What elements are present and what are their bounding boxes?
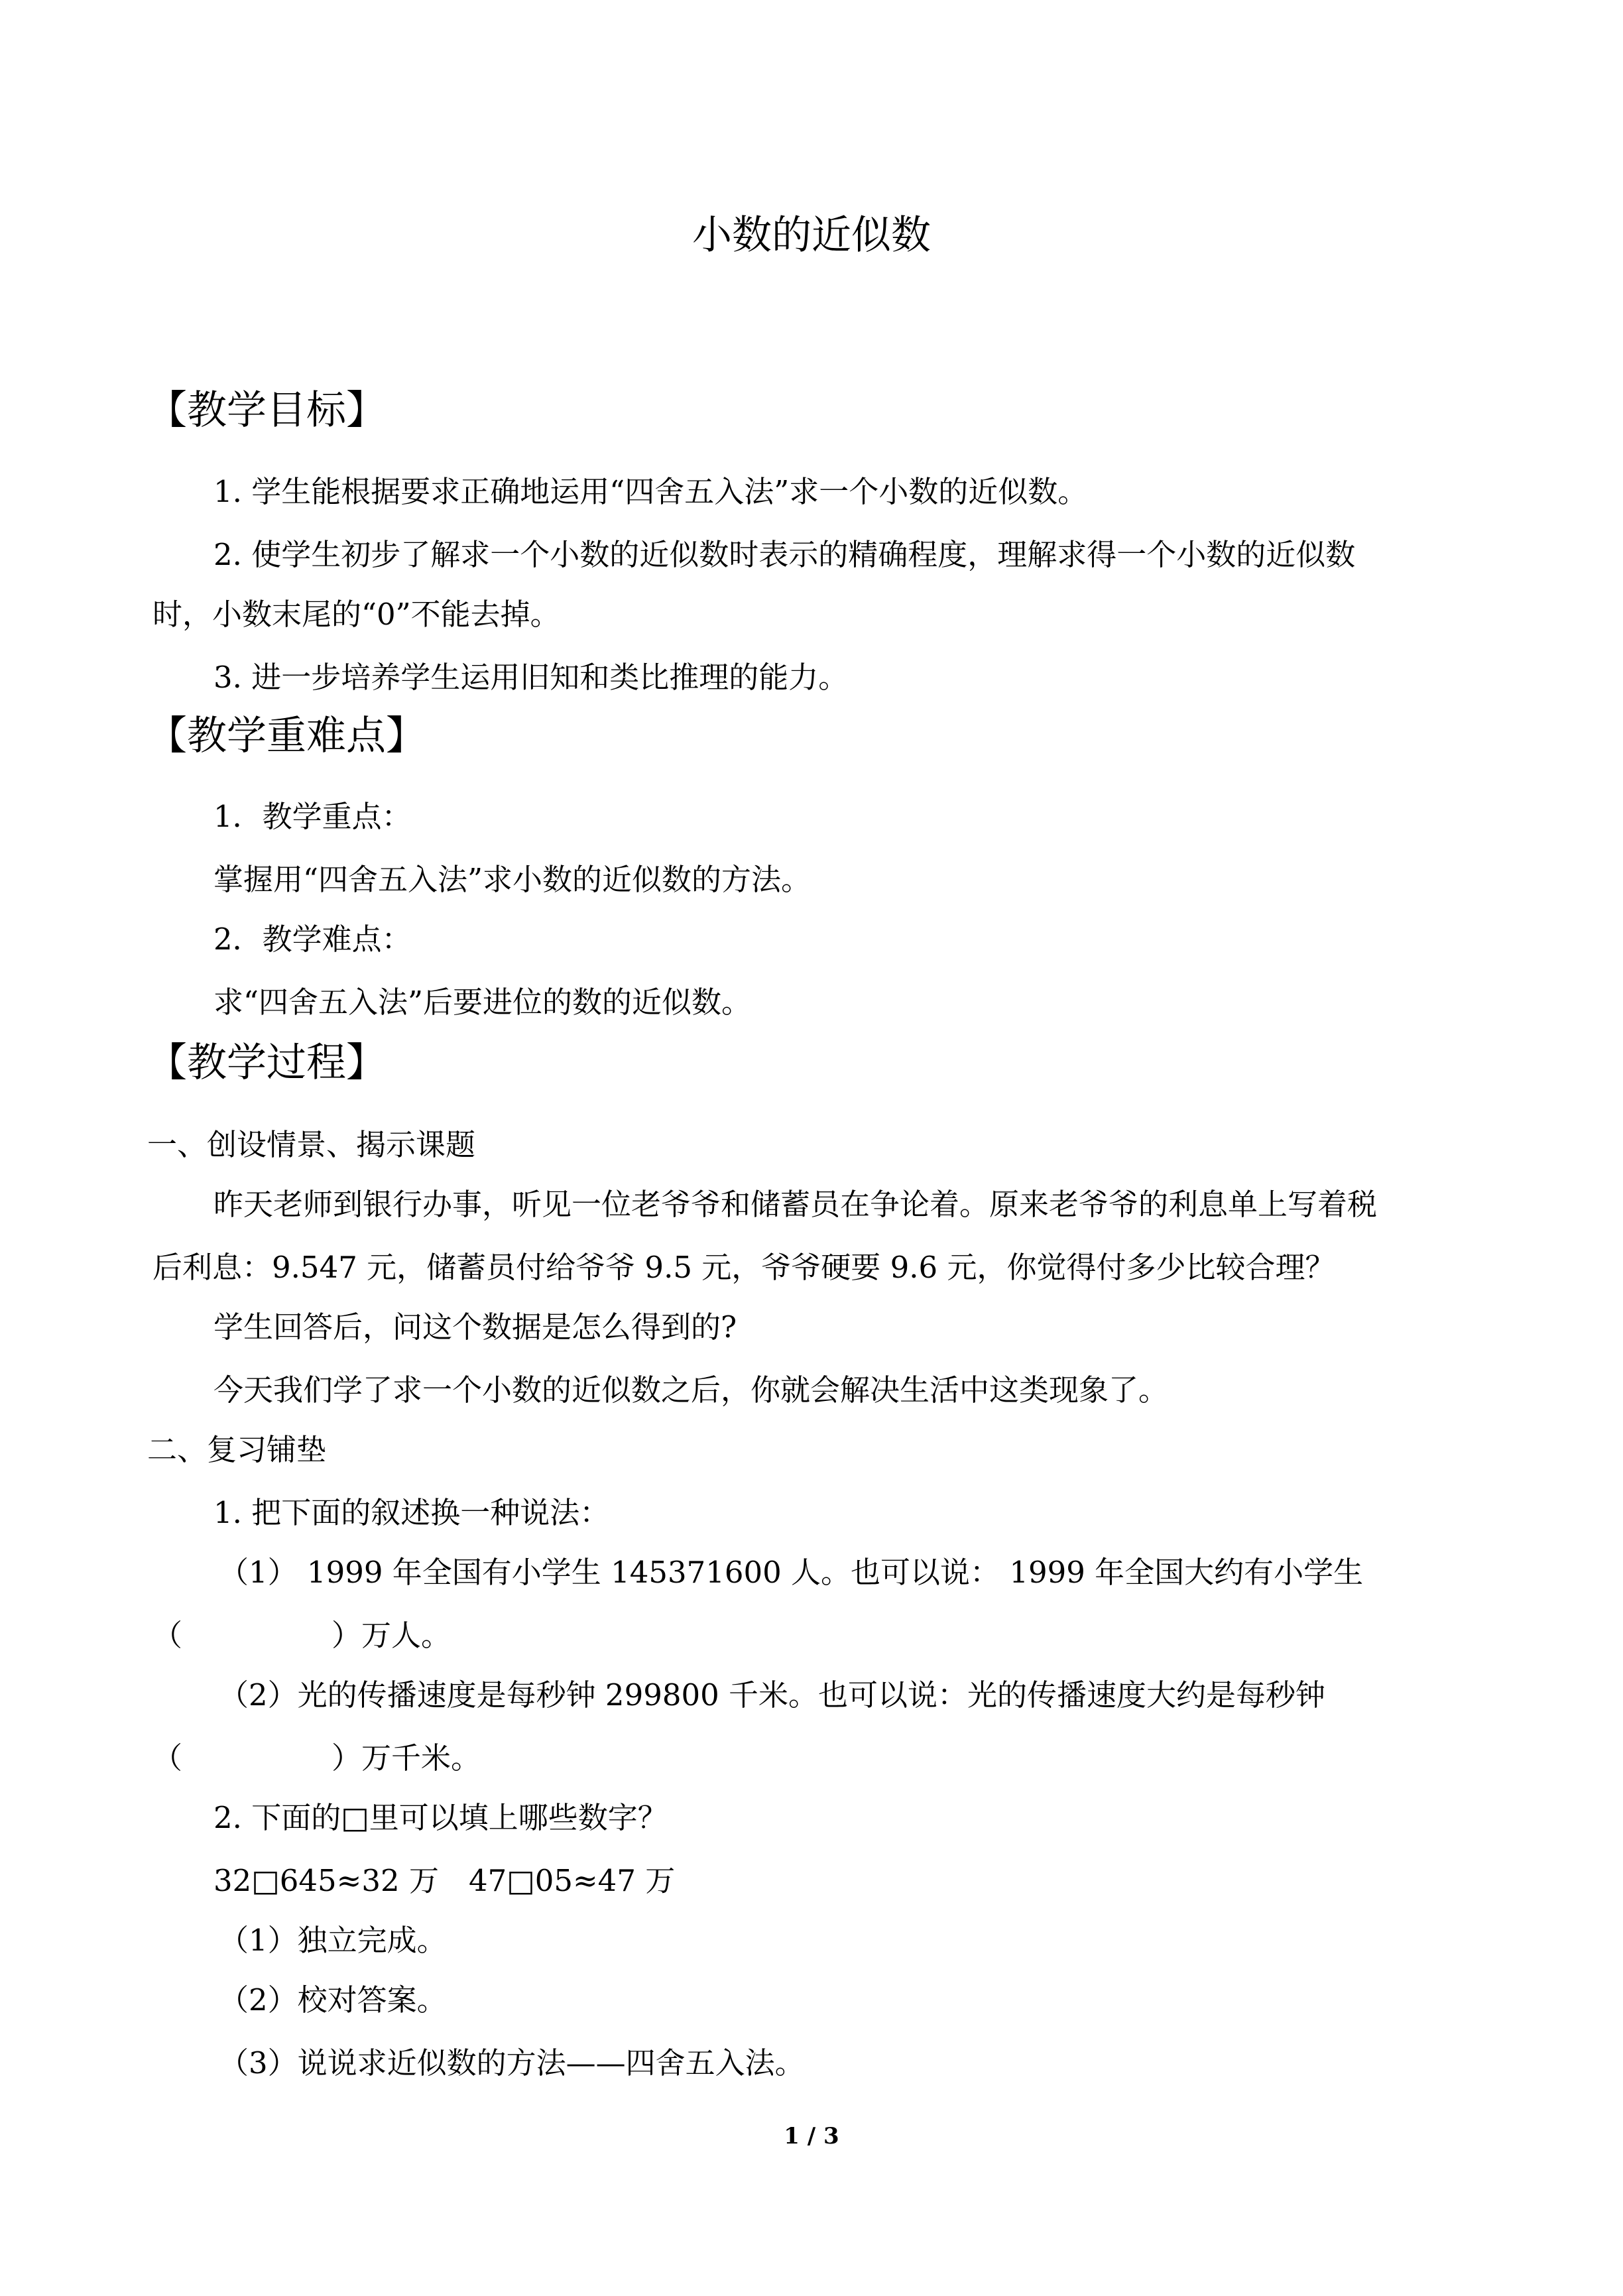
goal-item-2-line-2: 时，小数末尾的“0”不能去掉。 [152, 597, 560, 632]
part1-title: 一、创设情景、揭示课题 [147, 1127, 476, 1162]
part2-question-1: 1. 把下面的叙述换一种说法： [213, 1495, 610, 1530]
part2-title: 二、复习铺垫 [147, 1432, 327, 1467]
part2-question-1b-line-2: （ ）万千米。 [152, 1740, 481, 1776]
part2-question-1a-line-1: （1） 1999 年全国有小学生 145371600 人。也可以说： 1999 年全国大约有小学生 [219, 1555, 1364, 1590]
part2-step-3: （3）说说求近似数的方法——四舍五入法。 [219, 2045, 805, 2081]
goal-item-3: 3. 进一步培养学生运用旧知和类比推理的能力。 [213, 660, 849, 695]
section-heading-key-points: 【教学重难点】 [147, 713, 426, 759]
page-indicator: 1 / 3 [784, 2123, 839, 2149]
part2-step-2: （2）校对答案。 [219, 1982, 447, 2018]
focus-text: 掌握用“四舍五入法”求小数的近似数的方法。 [213, 862, 812, 897]
part1-paragraph-1-line-1: 昨天老师到银行办事，听见一位老爷爷和储蓄员在争论着。原来老爷爷的利息单上写着税 [213, 1187, 1378, 1222]
part2-question-1b-line-1: （2）光的传播速度是每秒钟 299800 千米。也可以说：光的传播速度大约是每秒钟 [219, 1677, 1326, 1713]
part2-question-2: 2. 下面的□里可以填上哪些数字？ [213, 1800, 668, 1835]
part1-paragraph-1-line-2: 后利息：9.547 元，储蓄员付给爷爷 9.5 元，爷爷硬要 9.6 元，你觉得付多少比较合理？ [152, 1250, 1335, 1285]
focus-label: 1．教学重点： [213, 799, 412, 834]
difficulty-text: 求“四舍五入法”后要进位的数的近似数。 [213, 985, 752, 1020]
difficulty-label: 2．教学难点： [213, 922, 412, 957]
goal-item-2-line-1: 2. 使学生初步了解求一个小数的近似数时表示的精确程度，理解求得一个小数的近似数 [213, 537, 1356, 572]
part1-paragraph-3: 今天我们学了求一个小数的近似数之后，你就会解决生活中这类现象了。 [213, 1372, 1169, 1408]
part2-step-1: （1）独立完成。 [219, 1923, 447, 1958]
page-title: 小数的近似数 [692, 212, 931, 259]
part2-question-2-expression: 32□645≈32 万 47□05≈47 万 [213, 1863, 676, 1898]
goal-item-1: 1. 学生能根据要求正确地运用“四舍五入法”求一个小数的近似数。 [213, 474, 1088, 509]
part2-question-1a-line-2: （ ）万人。 [152, 1618, 451, 1653]
section-heading-process: 【教学过程】 [147, 1040, 386, 1086]
section-heading-goals: 【教学目标】 [147, 387, 386, 434]
part1-paragraph-2: 学生回答后，问这个数据是怎么得到的? [213, 1309, 737, 1345]
